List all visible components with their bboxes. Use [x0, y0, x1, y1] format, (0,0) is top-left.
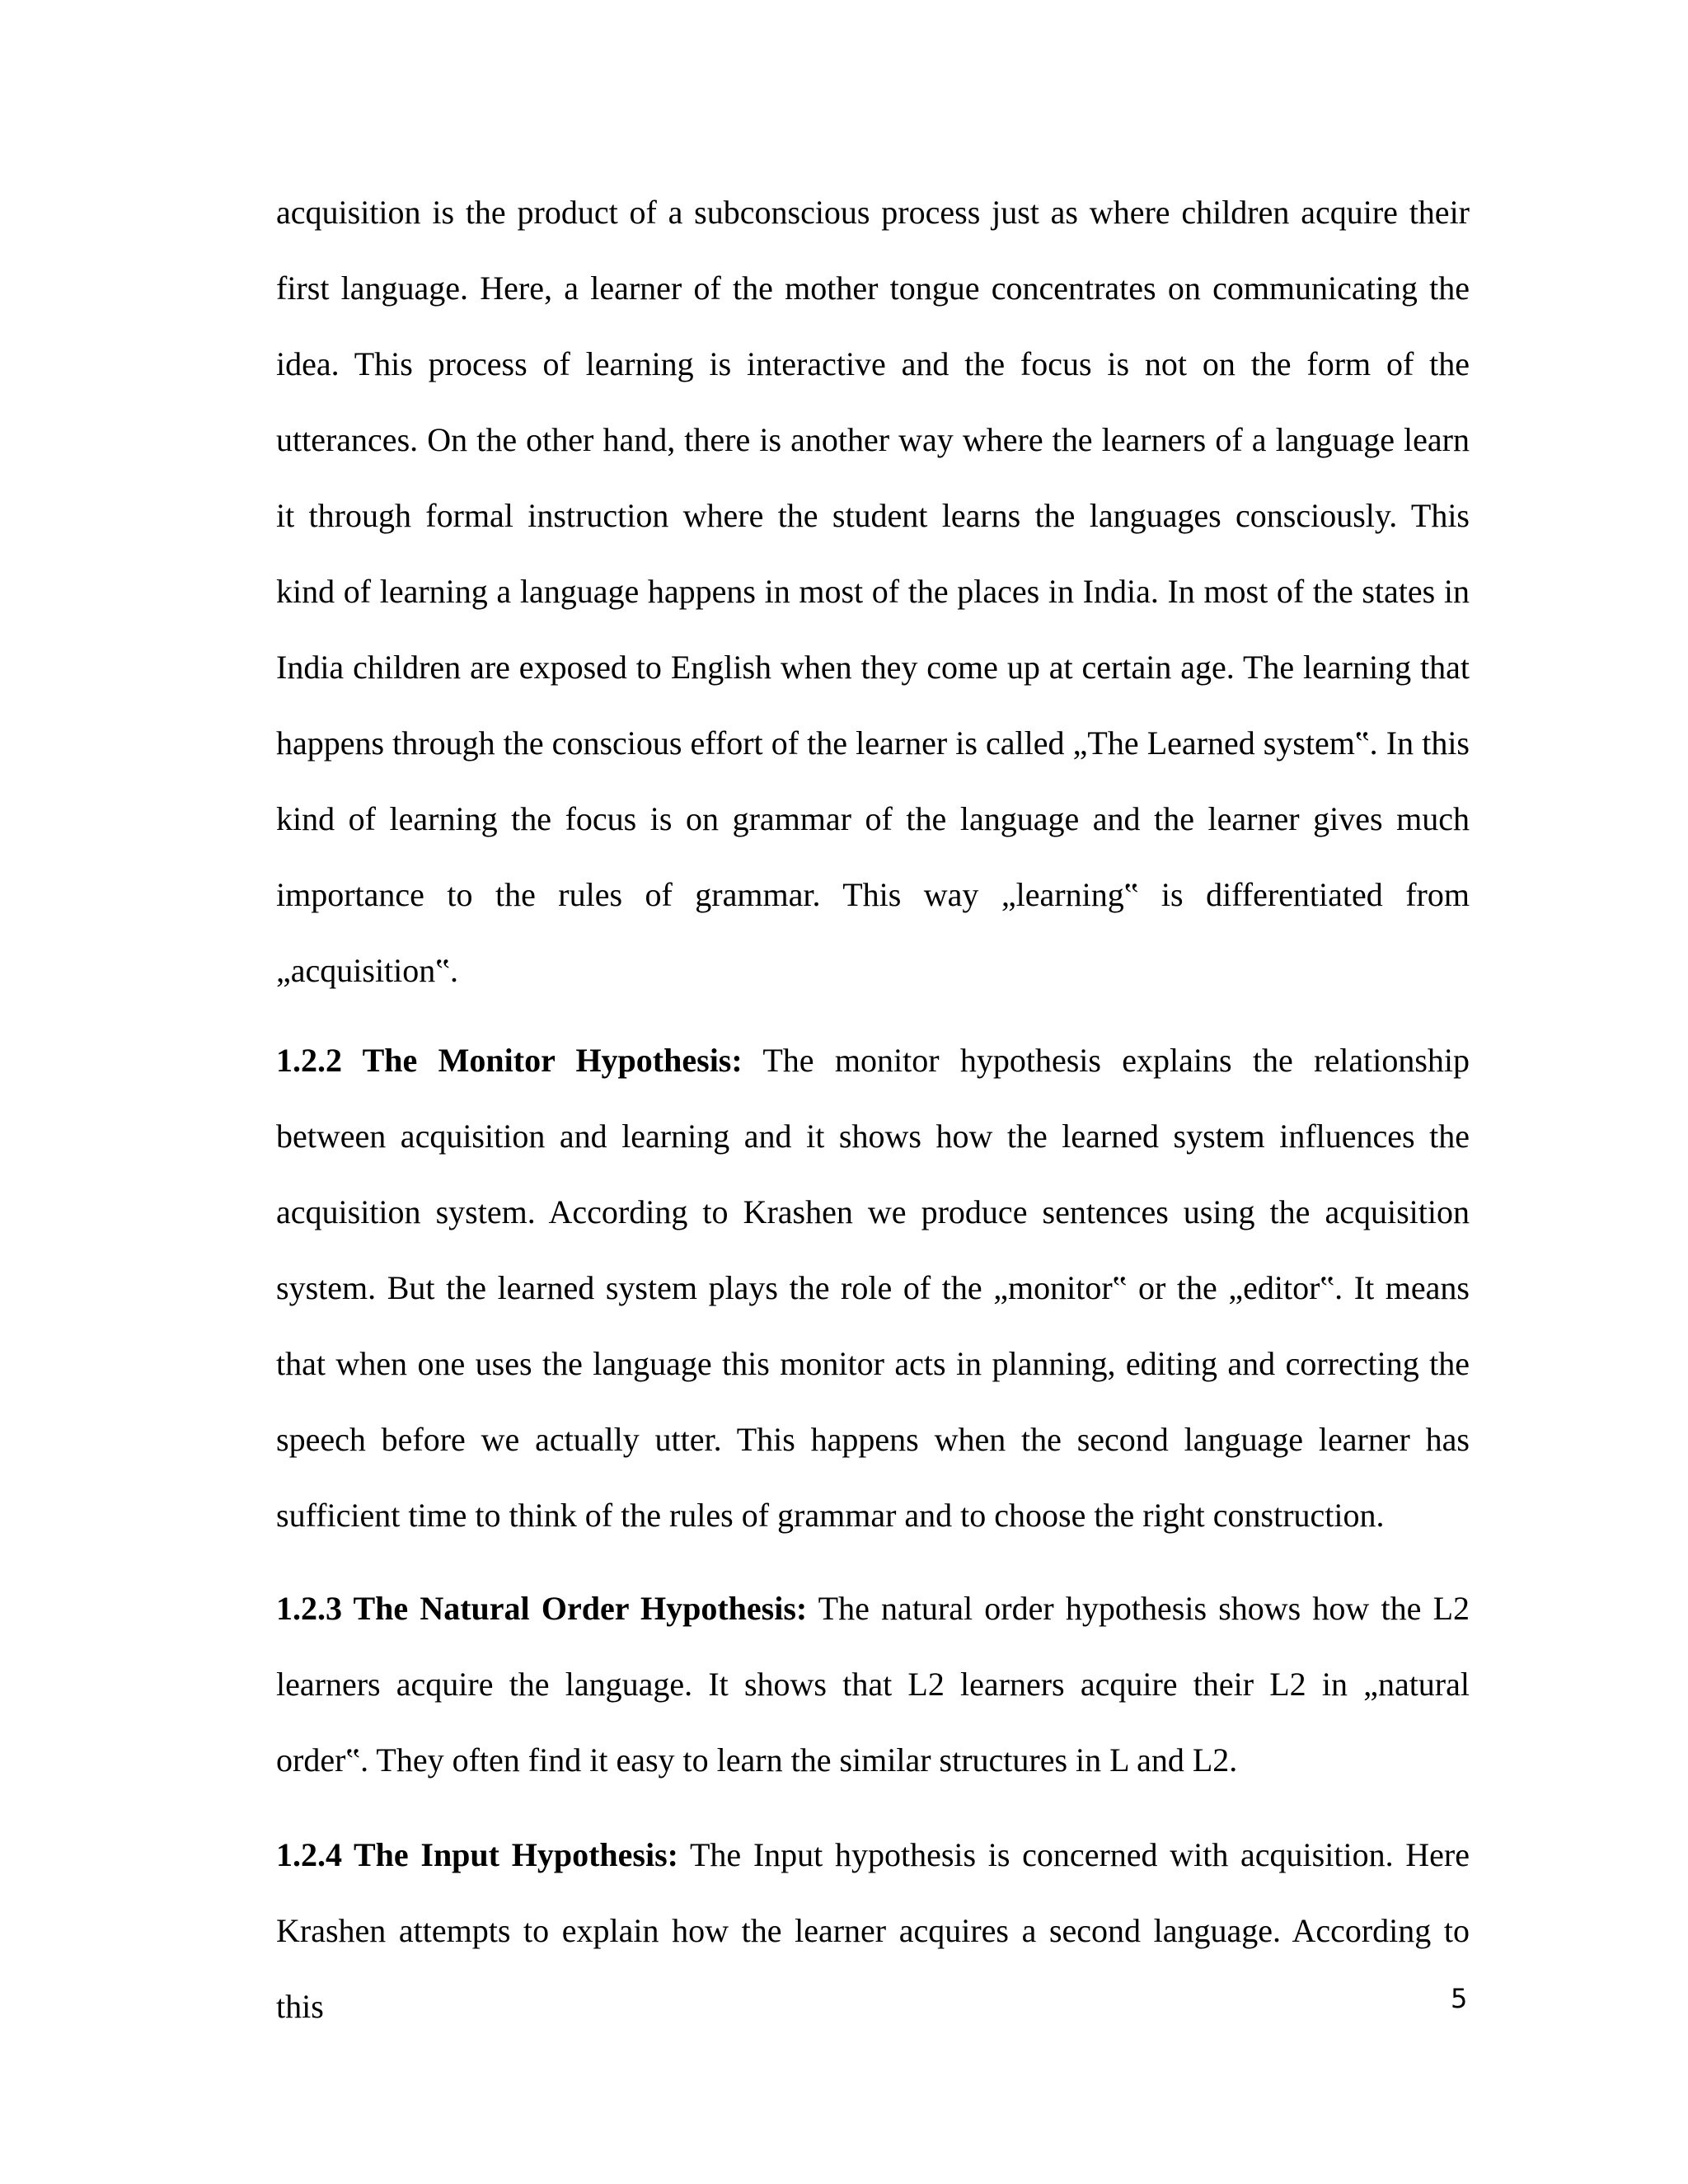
page-number: 5 — [1451, 1983, 1468, 2014]
paragraph-input-hypothesis — [276, 1817, 1470, 2045]
paragraph-text: The natural order hypothesis shows how the L2 learners acquire the language. It shows that L2 learners acquire their L2 in „natural order‟. They often find it easy to learn the similar structures in L and L2. — [276, 1590, 1470, 1779]
paragraph-monitor-hypothesis — [276, 1023, 1470, 1554]
section-heading-1-2-2: 1.2.2 The Monitor Hypothesis: — [276, 1042, 743, 1079]
section-heading-1-2-4: 1.2.4 The Input Hypothesis: — [276, 1836, 678, 1873]
paragraph-natural-order-hypothesis — [276, 1571, 1470, 1798]
paragraph-body — [276, 1023, 1470, 1554]
paragraph-text: The monitor hypothesis explains the relationship between acquisition and learning and it shows how the learned system influences the acquisition system. According to Krashen we produce sentences using the acquisition system. But the learned system plays the role of the „monitor‟ or the „editor‟. It means that when one uses the language this monitor acts in planning, editing and correcting the speech before we actually utter. This happens when the second language learner has sufficient time to think of the rules of grammar and to choose the right construction. — [276, 1042, 1470, 1534]
paragraph-text: The Input hypothesis is concerned with acquisition. Here Krashen attempts to explain how the learner acquires a second language. According to this — [276, 1836, 1470, 2025]
paragraph-body — [276, 1817, 1470, 2045]
paragraph-body — [276, 1571, 1470, 1798]
section-heading-1-2-3: 1.2.3 The Natural Order Hypothesis: — [276, 1590, 808, 1627]
paragraph-acquisition-learning — [276, 175, 1470, 1009]
paragraph-text: acquisition is the product of a subconscious process just as where children acquire their first language. Here, a learner of the mother tongue concentrates on communicating the idea. This process of learning is interactive and the focus is not on the form of the utterances. On the other hand, there is another way where the learners of a language learn it through formal instruction where the student learns the languages consciously. This kind of learning a language happens in most of the places in India. In most of the states in India children are exposed to English when they come up at certain age. The learning that happens through the conscious effort of the learner is called „The Learned system‟. In this kind of learning the focus is on grammar of the language and the learner gives much importance to the rules of grammar. This way „learning‟ is differentiated from „acquisition‟. — [276, 194, 1470, 989]
